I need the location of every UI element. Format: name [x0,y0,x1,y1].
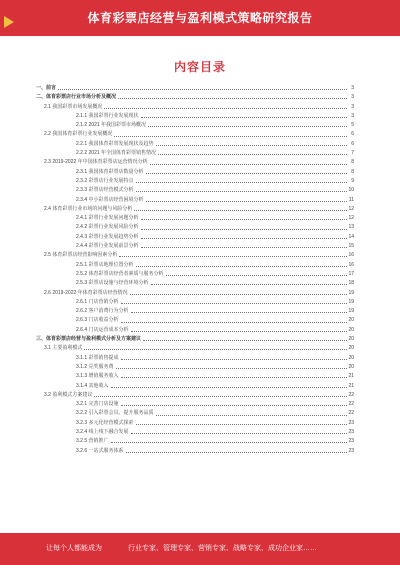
footer-slogan-left: 让每个人都能成为 [46,545,102,552]
toc-entry-label: 2.1.2 2021 年我国彩票市场概况 [76,122,147,129]
toc-entry[interactable] [36,140,354,149]
toc-entry-label: 2.5.2 体育彩票店经营者素质与服务分析 [76,270,164,277]
toc-leader-dots [121,322,347,323]
toc-entry-page: 19 [348,289,354,296]
toc-entry[interactable] [36,251,354,260]
toc-leader-dots [146,173,347,174]
toc-leader-dots [121,377,347,378]
toc-entry-page: 22 [348,410,354,417]
toc-leader-dots [141,117,347,118]
toc-entry-page: 3 [351,103,354,110]
toc-entry-page: 3 [351,85,354,91]
toc-entry-label: 3.2.3 多元化经营模式探索 [76,419,134,426]
toc-entry-label: 3.1.2 兑奖服务费 [76,363,114,370]
toc-entry-label: 2.3.1 我国体育彩票店数量分析 [76,168,144,175]
toc-entry-label: 3.1.4 其他收入 [76,382,109,389]
toc-entry[interactable] [36,298,354,307]
toc-entry-page: 23 [348,428,354,435]
toc-leader-dots [118,98,347,99]
toc-entry[interactable] [36,372,354,381]
toc-entry-page: 19 [348,298,354,305]
table-of-contents [36,84,354,456]
toc-leader-dots [131,312,347,313]
toc-entry-label: 3.2.4 线上线下融合发展 [76,428,129,435]
toc-entry[interactable] [36,382,354,391]
toc-entry[interactable] [36,363,354,372]
toc-entry-label: 3.2.5 营销推广 [76,438,109,445]
toc-entry-label: 2.6 2019-2022 年体育彩票店经营情况 [44,289,128,296]
toc-leader-dots [156,415,347,416]
toc-entry-label: 2.2.1 我国体育彩票发展现状及趋势 [76,140,154,147]
toc-entry[interactable] [36,270,354,279]
toc-entry-label: 2.6.4 门店运营成本分析 [76,326,129,333]
toc-entry[interactable] [36,84,354,93]
toc-entry-page: 17 [348,270,354,277]
toc-entry-label: 2.1.1 我国彩票行业发展现状 [76,112,139,119]
toc-entry-label: 2.4.1 彩票行业发展问题分析 [76,215,139,222]
toc-entry-page: 6 [351,131,354,138]
toc-entry-label: 3.2.2 引入彩票会员、提升服务品质 [76,410,154,417]
toc-entry-label: 3.1.1 彩票销售提成 [76,354,119,361]
toc-entry-label: 3.1 主要盈利模式 [44,345,83,352]
toc-entry-page: 15 [348,243,354,250]
toc-entry-page: 20 [348,326,354,333]
toc-entry-page: 8 [351,159,354,166]
toc-entry-page: 16 [348,261,354,268]
toc-title: 内容目录 [173,60,226,74]
toc-leader-dots [134,210,347,211]
toc-leader-dots [141,247,347,248]
toc-leader-dots [131,331,347,332]
toc-entry[interactable] [36,391,354,400]
toc-entry[interactable] [36,168,354,177]
toc-entry-label: 3.2.6 一站式服务体系 [76,447,124,454]
toc-entry-page: 20 [348,354,354,361]
toc-leader-dots [136,191,347,192]
toc-leader-dots [166,275,347,276]
toc-entry-page: 11 [348,196,354,203]
toc-entry-page: 20 [348,363,354,370]
toc-entry[interactable] [36,428,354,437]
toc-leader-dots [156,145,347,146]
toc-entry[interactable] [36,344,354,353]
toc-leader-dots [141,229,347,230]
toc-entry[interactable] [36,316,354,325]
toc-leader-dots [141,219,347,220]
toc-entry-page: 7 [351,150,354,157]
toc-entry-label: 3.2.1 完善门店设施 [76,401,119,408]
toc-entry-label: 2.6.2 客户消费行为分析 [76,308,129,315]
toc-entry-label: 2.3.3 彩票店经营模式分析 [76,187,134,194]
toc-entry[interactable] [36,437,354,446]
toc-entry-label: 2.5 体育彩票店经营影响因素分析 [44,252,118,259]
toc-leader-dots [111,442,347,443]
toc-leader-dots [114,136,347,137]
toc-entry-page: 18 [348,280,354,287]
toc-entry[interactable] [36,186,354,195]
toc-entry-page: 5 [351,122,354,129]
toc-entry-label: 2.4.2 彩票行业发展风险分析 [76,224,139,231]
toc-entry[interactable] [36,354,354,363]
toc-entry-page: 22 [348,401,354,408]
toc-leader-dots [116,368,347,369]
toc-entry-page: 23 [348,438,354,445]
toc-entry-label: 2.2.2 2021 年全国体育彩票销售情况 [76,150,157,157]
toc-entry-label: 2.2 我国体育彩票行业发展概况 [44,131,113,138]
toc-entry-label: 2.1 我国彩票市场发展概况 [44,103,103,110]
toc-entry-page: 12 [348,215,354,222]
report-title: 体育彩票店经营与盈利模式策略研究报告 [87,11,313,25]
toc-entry[interactable] [36,447,354,456]
toc-leader-dots [136,424,347,425]
toc-entry[interactable] [36,409,354,418]
toc-entry[interactable] [36,214,354,223]
header-banner [0,0,400,36]
toc-entry[interactable] [36,400,354,409]
toc-entry[interactable] [36,103,354,112]
toc-entry-label: 2.3.4 中小彩票店经营困境分析 [76,196,144,203]
toc-leader-dots [111,387,347,388]
toc-leader-dots [84,349,347,350]
toc-entry[interactable] [36,121,354,130]
toc-entry[interactable] [36,335,354,344]
toc-entry[interactable] [36,196,354,205]
toc-leader-dots [121,405,347,406]
toc-entry-page: 14 [348,233,354,240]
toc-entry-page: 16 [348,252,354,259]
toc-entry[interactable] [36,158,354,167]
toc-leader-dots [119,256,347,257]
toc-leader-dots [143,340,347,341]
toc-leader-dots [148,126,347,127]
toc-entry-label: 3.1.3 增值服务收入 [76,373,119,380]
toc-leader-dots [126,452,347,453]
toc-entry[interactable] [36,307,354,316]
toc-entry-page: 8 [351,168,354,175]
toc-entry-page: 6 [351,140,354,147]
toc-entry-label: 2.4.3 彩票行业发展趋势分析 [76,233,139,240]
toc-entry[interactable] [36,233,354,242]
toc-entry-page: 20 [348,336,354,343]
toc-entry[interactable] [36,205,354,214]
toc-entry-page: 20 [348,317,354,324]
toc-entry-label: 三、体育彩票店经营与盈利模式分析及方案建议 [36,336,142,343]
toc-leader-dots [94,396,347,397]
toc-entry-label: 2.3.2 彩票店行业发展特点 [76,177,134,184]
toc-entry[interactable] [36,130,354,139]
toc-entry[interactable] [36,149,354,158]
toc-leader-dots [141,238,347,239]
toc-entry-page: 23 [348,419,354,426]
toc-entry[interactable] [36,289,354,298]
toc-leader-dots [136,182,347,183]
toc-entry-page: 20 [348,345,354,352]
toc-leader-dots [150,164,347,165]
toc-entry[interactable] [36,326,354,335]
toc-entry-label: 2.6.1 门店营销分析 [76,298,119,305]
toc-entry[interactable] [36,112,354,121]
toc-entry[interactable] [36,261,354,270]
toc-entry[interactable] [36,242,354,251]
toc-entry-page: 3 [351,94,354,101]
toc-leader-dots [58,89,347,90]
toc-entry-label: 2.4 体育彩票行业市场的问题与风险分析 [44,205,133,212]
toc-entry-label: 3.2 盈利模式方案建议 [44,391,93,398]
toc-entry-label: 2.4.4 彩票行业发展前景分析 [76,243,139,250]
toc-entry-page: 19 [348,308,354,315]
toc-entry[interactable] [36,223,354,232]
toc-entry-label: 一、前言 [36,85,57,91]
toc-entry-page: 23 [348,447,354,454]
toc-leader-dots [151,284,347,285]
toc-entry-label: 2.5.3 彩票店设施与经营环境分析 [76,280,149,287]
footer-banner [0,533,400,565]
toc-entry-label: 二、体育彩票店行业市场分析及概况 [36,94,117,101]
toc-entry-label: 2.5.1 彩票店地理位置分析 [76,261,134,268]
toc-entry[interactable] [36,93,354,102]
toc-leader-dots [146,201,347,202]
toc-leader-dots [136,266,347,267]
toc-entry-label: 2.6.3 门店收益分析 [76,317,119,324]
toc-leader-dots [158,154,347,155]
toc-entry-label: 2.3 2019-2022 年中国体育彩票店运营情况分析 [44,159,148,166]
toc-entry-page: 12 [348,205,354,212]
toc-leader-dots [104,108,347,109]
toc-leader-dots [130,294,347,295]
toc-entry-page: 3 [351,112,354,119]
toc-entry[interactable] [36,419,354,428]
toc-leader-dots [121,359,347,360]
toc-entry-page: 10 [348,187,354,194]
toc-entry-page: 21 [348,373,354,380]
toc-entry-page: 21 [348,382,354,389]
toc-leader-dots [121,303,347,304]
toc-entry-page: 22 [348,391,354,398]
toc-entry[interactable] [36,279,354,288]
toc-entry[interactable] [36,177,354,186]
toc-leader-dots [131,433,347,434]
footer-slogan-right: 行业专家、管理专家、营销专家、战略专家、成功企业家…… [128,545,317,552]
toc-entry-page: 13 [348,224,354,231]
toc-entry-page: 9 [351,177,354,184]
